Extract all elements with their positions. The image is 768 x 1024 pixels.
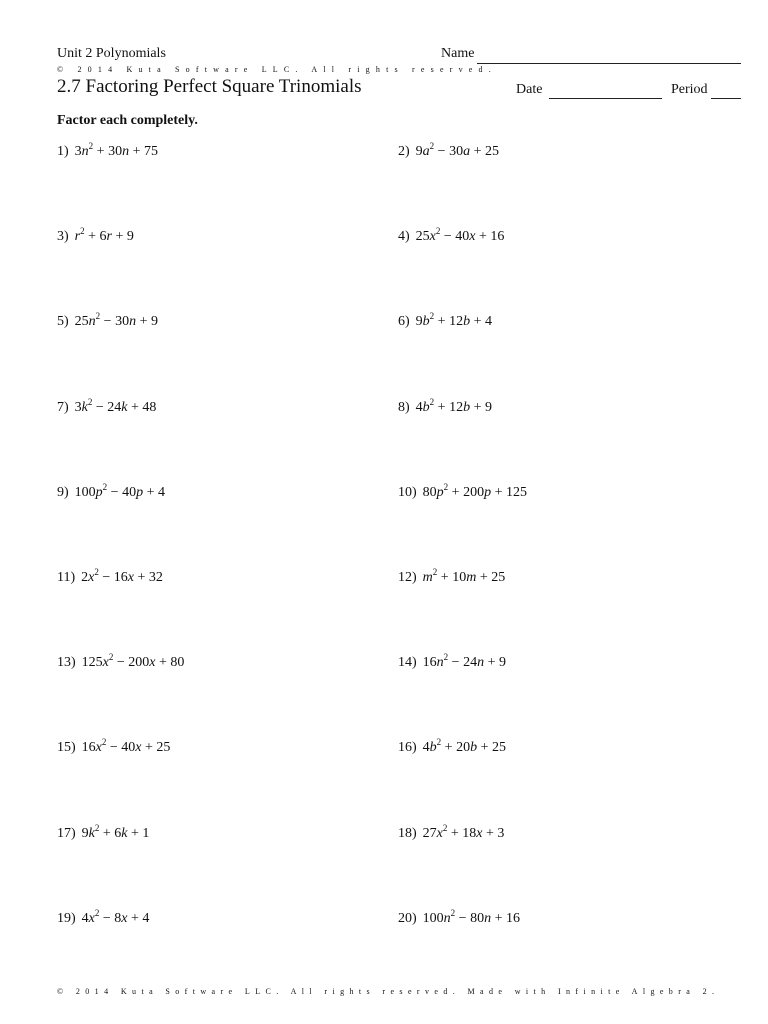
problem-4 xyxy=(398,226,505,245)
problem-number: 19) xyxy=(57,910,76,926)
name-label: Name xyxy=(441,46,475,61)
problem-number: 1) xyxy=(57,144,69,159)
problem-expression: $4b^2 + 20b + 25$ xyxy=(422,737,506,756)
problem-10 xyxy=(398,481,527,501)
problem-8 xyxy=(398,396,492,416)
problem-14 xyxy=(398,652,506,671)
problem-number: 10) xyxy=(398,484,417,500)
problem-number: 6) xyxy=(398,314,410,330)
problem-6 xyxy=(398,311,492,330)
problem-number: 15) xyxy=(57,740,76,756)
problem-number: 3) xyxy=(57,229,69,245)
problem-expression: $80p^2 + 200p + 125$ xyxy=(422,481,527,500)
problem-18 xyxy=(398,822,505,842)
problem-20 xyxy=(398,907,520,927)
instructions: Factor each completely. xyxy=(57,113,198,128)
problem-number: 16) xyxy=(398,740,417,756)
problem-expression: $100n^2 - 80n + 16$ xyxy=(422,907,520,926)
problem-expression: $16x^2 - 40x + 25$ xyxy=(81,737,171,756)
problem-number: 8) xyxy=(398,399,410,415)
problem-number: 5) xyxy=(57,314,69,330)
problem-expression: $3n^2 + 30n + 75$ xyxy=(74,141,158,159)
problem-number: 9) xyxy=(57,484,69,500)
problem-expression: $3k^2 - 24k + 48$ xyxy=(74,396,157,415)
date-blank-line[interactable] xyxy=(549,98,662,99)
period-blank-line[interactable] xyxy=(711,98,741,99)
problem-expression: $25n^2 - 30n + 9$ xyxy=(74,311,158,330)
problem-number: 12) xyxy=(398,570,417,585)
problem-number: 4) xyxy=(398,229,410,245)
problem-number: 14) xyxy=(398,655,417,671)
problem-2 xyxy=(398,141,499,160)
problem-expression: $100p^2 - 40p + 4$ xyxy=(74,481,165,500)
problem-12 xyxy=(398,567,506,586)
problem-13 xyxy=(57,652,185,671)
problem-number: 17) xyxy=(57,825,76,841)
problem-5 xyxy=(57,311,158,330)
problem-11 xyxy=(57,567,163,586)
problem-expression: $9b^2 + 12b + 4$ xyxy=(415,311,492,330)
problem-1 xyxy=(57,141,158,160)
copyright-top: © 2014 Kuta Software LLC. All rights reserved. xyxy=(57,65,497,74)
problem-17 xyxy=(57,822,150,842)
problem-expression: $125x^2 - 200x + 80$ xyxy=(81,652,185,671)
problem-expression: $2x^2 - 16x + 32$ xyxy=(81,567,163,585)
problem-expression: $4b^2 + 12b + 9$ xyxy=(415,396,492,415)
problem-number: 11) xyxy=(57,570,76,585)
problem-expression: $9a^2 - 30a + 25$ xyxy=(415,141,499,159)
worksheet-title: 2.7 Factoring Perfect Square Trinomials xyxy=(57,76,362,97)
unit-label: Unit 2 Polynomials xyxy=(57,46,166,61)
problem-expression: $m^2 + 10m + 25$ xyxy=(422,567,506,585)
problem-number: 20) xyxy=(398,910,417,926)
problem-3 xyxy=(57,226,134,245)
problem-expression: $r^2 + 6r + 9$ xyxy=(74,226,134,245)
problem-number: 7) xyxy=(57,399,69,415)
problem-9 xyxy=(57,481,165,501)
problem-expression: $4x^2 - 8x + 4$ xyxy=(81,907,150,926)
problem-16 xyxy=(398,737,506,756)
name-blank-line[interactable] xyxy=(477,63,741,64)
problem-expression: $16n^2 - 24n + 9$ xyxy=(422,652,506,671)
date-label: Date xyxy=(516,82,543,97)
problem-expression: $9k^2 + 6k + 1$ xyxy=(81,822,150,841)
problem-19 xyxy=(57,907,150,927)
problem-7 xyxy=(57,396,157,416)
copyright-footer: © 2014 Kuta Software LLC. All rights reserved. Made with Infinite Algebra 2. xyxy=(57,987,720,996)
problem-number: 18) xyxy=(398,825,417,841)
problem-15 xyxy=(57,737,171,756)
period-label: Period xyxy=(671,82,708,97)
problem-number: 2) xyxy=(398,144,410,159)
problem-number: 13) xyxy=(57,655,76,671)
problem-expression: $27x^2 + 18x + 3$ xyxy=(422,822,505,841)
problem-expression: $25x^2 - 40x + 16$ xyxy=(415,226,505,245)
